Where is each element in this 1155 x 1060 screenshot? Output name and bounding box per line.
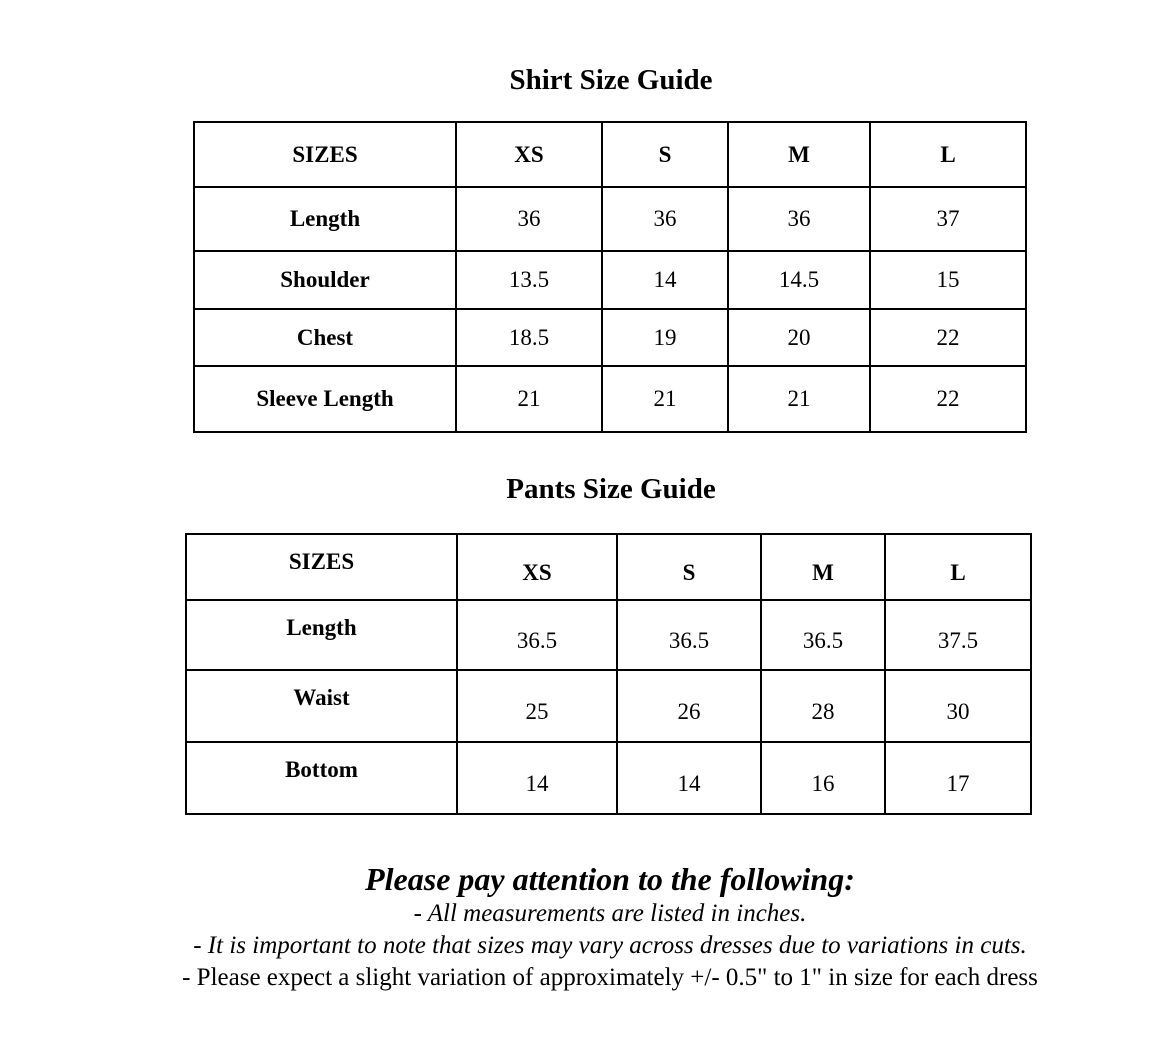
table-row bbox=[194, 187, 1026, 251]
pants-size-guide-title: Pants Size Guide bbox=[506, 473, 716, 505]
table-cell: 22 bbox=[870, 366, 1026, 432]
table-cell: 18.5 bbox=[456, 309, 602, 366]
table-cell: 15 bbox=[870, 251, 1026, 309]
row-label: Length bbox=[194, 187, 456, 251]
table-cell: 13.5 bbox=[456, 251, 602, 309]
table-cell: 36 bbox=[456, 187, 602, 251]
table-cell: 30 bbox=[885, 670, 1031, 742]
table-cell: 25 bbox=[457, 670, 617, 742]
row-label: Length bbox=[186, 600, 457, 670]
table-row bbox=[186, 600, 1031, 670]
header-cell-xs: XS bbox=[456, 122, 602, 187]
note-line: - All measurements are listed in inches. bbox=[413, 900, 807, 927]
header-cell-m: M bbox=[761, 534, 885, 600]
row-label: Bottom bbox=[186, 742, 457, 814]
row-label: Shoulder bbox=[194, 251, 456, 309]
table-cell: 16 bbox=[761, 742, 885, 814]
shirt-size-table bbox=[193, 121, 1027, 433]
table-cell: 21 bbox=[456, 366, 602, 432]
table-cell: 36.5 bbox=[457, 600, 617, 670]
table-row bbox=[186, 670, 1031, 742]
table-cell: 28 bbox=[761, 670, 885, 742]
shirt-size-guide-title: Shirt Size Guide bbox=[509, 64, 713, 96]
header-cell-xs: XS bbox=[457, 534, 617, 600]
table-cell: 36 bbox=[728, 187, 870, 251]
table-cell: 14 bbox=[602, 251, 728, 309]
notes-section bbox=[120, 860, 1100, 994]
table-row bbox=[194, 251, 1026, 309]
row-label: Waist bbox=[186, 670, 457, 742]
table-row bbox=[194, 366, 1026, 432]
note-line: - Please expect a slight variation of approximately +/- 0.5" to 1" in size for each dress bbox=[182, 964, 1038, 991]
table-cell: 20 bbox=[728, 309, 870, 366]
table-cell: 21 bbox=[602, 366, 728, 432]
table-row bbox=[194, 309, 1026, 366]
pants-size-table bbox=[185, 533, 1032, 815]
header-cell-s: S bbox=[602, 122, 728, 187]
table-cell: 37 bbox=[870, 187, 1026, 251]
table-cell: 14.5 bbox=[728, 251, 870, 309]
header-cell-sizes: SIZES bbox=[186, 534, 457, 600]
table-cell: 17 bbox=[885, 742, 1031, 814]
table-cell: 14 bbox=[617, 742, 761, 814]
table-row bbox=[186, 742, 1031, 814]
table-cell: 26 bbox=[617, 670, 761, 742]
table-cell: 22 bbox=[870, 309, 1026, 366]
table-cell: 14 bbox=[457, 742, 617, 814]
header-cell-m: M bbox=[728, 122, 870, 187]
row-label: Chest bbox=[194, 309, 456, 366]
table-cell: 19 bbox=[602, 309, 728, 366]
table-cell: 21 bbox=[728, 366, 870, 432]
header-cell-s: S bbox=[617, 534, 761, 600]
row-label: Sleeve Length bbox=[194, 366, 456, 432]
table-cell: 36.5 bbox=[761, 600, 885, 670]
table-cell: 36.5 bbox=[617, 600, 761, 670]
table-header-row bbox=[194, 122, 1026, 187]
header-cell-sizes: SIZES bbox=[194, 122, 456, 187]
header-cell-l: L bbox=[885, 534, 1031, 600]
table-cell: 37.5 bbox=[885, 600, 1031, 670]
table-cell: 36 bbox=[602, 187, 728, 251]
table-header-row bbox=[186, 534, 1031, 600]
notes-heading: Please pay attention to the following: bbox=[365, 861, 855, 897]
header-cell-l: L bbox=[870, 122, 1026, 187]
note-line: - It is important to note that sizes may vary across dresses due to variations in cuts. bbox=[193, 932, 1027, 959]
